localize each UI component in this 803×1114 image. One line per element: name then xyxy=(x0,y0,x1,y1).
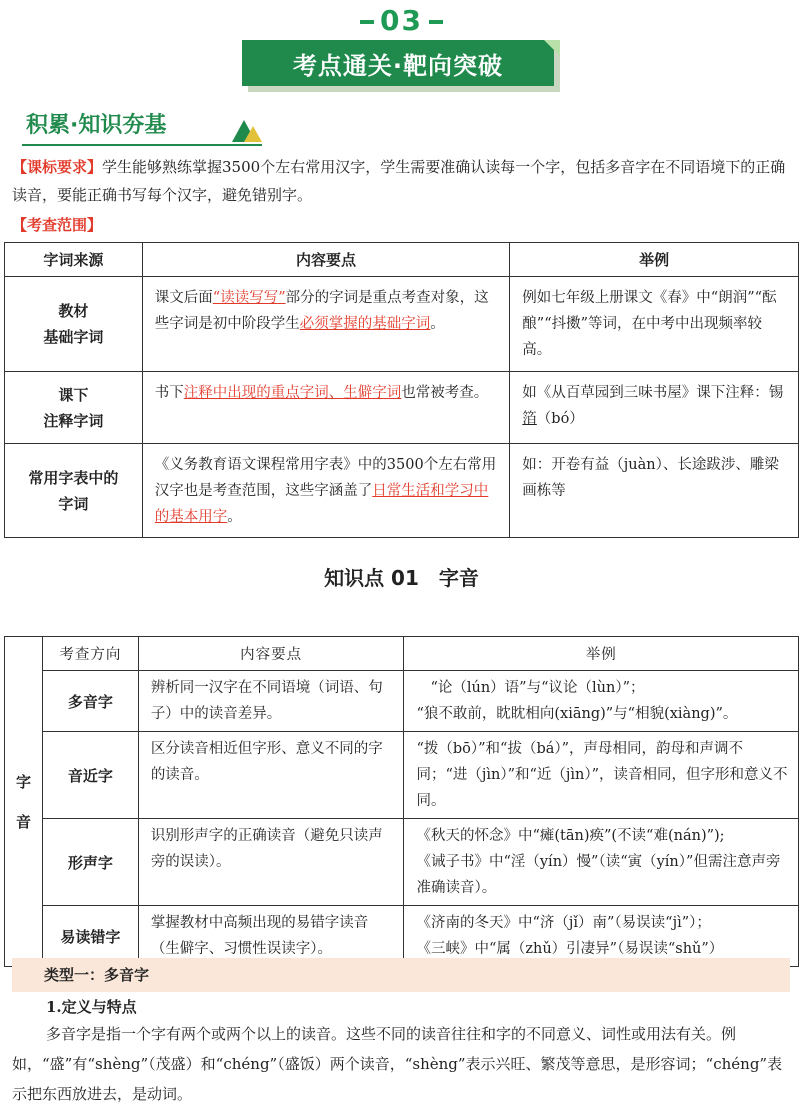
source-line: 常用字表中的 xyxy=(28,468,119,487)
mountain-small-icon xyxy=(244,126,262,142)
table-header-cell: 字词来源 xyxy=(5,243,143,277)
table-header-cell: 内容要点 xyxy=(138,637,404,671)
content-text: 。 xyxy=(430,316,445,332)
source-line: 教材 xyxy=(58,302,89,320)
content-text: 《义务教育语文课程常用字表》中的3500个左右常用汉字也是考查范围，这些字涵盖了 xyxy=(154,457,497,499)
example-cell: 例如七年级上册课文《春》中“朗润”“酝酿”“抖擞”等词，在中考中出现频率较高。 xyxy=(510,277,799,372)
sub-header xyxy=(22,108,262,144)
example-line: “狼不敢前，眈眈相向(xiāng)”与“相貌(xiàng)”。 xyxy=(416,706,738,722)
sub-header-title: 积累·知识夯基 xyxy=(26,113,167,138)
direction-cell: 形声字 xyxy=(42,819,138,906)
requirement-paragraph xyxy=(12,153,794,209)
content-cell xyxy=(142,277,510,372)
table-row xyxy=(5,372,799,444)
source-cell xyxy=(5,277,143,372)
table-header-cell: 举例 xyxy=(404,637,799,671)
table-header-cell: 考查方向 xyxy=(42,637,138,671)
knowledge-point-title: 知识点 01 字音 xyxy=(324,566,479,590)
scope-label: 【考查范围】 xyxy=(12,216,103,234)
content-text: 书下 xyxy=(154,385,184,401)
category-char: 字 xyxy=(15,772,31,791)
example-cell xyxy=(510,372,799,444)
table-row xyxy=(5,671,799,732)
section-number-text: 03 xyxy=(380,4,423,37)
example-line: 《三峡》中“属（zhǔ）引凄异”（易误读“shǔ”） xyxy=(416,941,724,957)
example-line: 《济南的冬天》中“济（jǐ）南”（易误读“jì”）； xyxy=(416,915,711,931)
category-char: 音 xyxy=(15,812,31,831)
example-line: “论（lún）语”与“议论（lùn）”； xyxy=(430,680,645,696)
dash-right-decoration xyxy=(429,20,443,24)
example-cell xyxy=(404,819,799,906)
source-line: 字词 xyxy=(58,494,89,513)
source-cell xyxy=(5,372,143,444)
example-line: 《诫子书》中“淫（yín）慢”（读“寅（yín）”但需注意声旁准确读音）。 xyxy=(416,854,781,896)
category-cell xyxy=(5,637,43,967)
table-row xyxy=(5,444,799,538)
dash-left-decoration xyxy=(360,20,374,24)
scope-table xyxy=(4,242,799,538)
sub-header-underline xyxy=(22,144,262,146)
table-header-cell: 举例 xyxy=(510,243,799,277)
direction-cell: 易读错字 xyxy=(42,906,138,967)
source-line: 课下 xyxy=(58,385,89,404)
pronunciation-table xyxy=(4,636,799,967)
definition-heading: 1.定义与特点 xyxy=(46,998,137,1016)
table-header-row xyxy=(5,243,799,277)
content-cell xyxy=(142,372,510,444)
table-header-cell: 内容要点 xyxy=(142,243,510,277)
content-cell: 识别形声字的正确读音（避免只读声旁的误读）。 xyxy=(138,819,404,906)
type-heading: 类型一：多音字 xyxy=(12,958,790,992)
source-line: 注释字词 xyxy=(43,411,104,430)
requirement-label: 【课标要求】 xyxy=(12,158,103,176)
content-cell xyxy=(142,444,510,538)
content-text: 也常被考查。 xyxy=(401,385,489,401)
section-banner xyxy=(242,40,560,92)
table-row xyxy=(5,277,799,372)
source-cell xyxy=(5,444,143,538)
scope-label-line xyxy=(12,211,794,239)
highlight-text: 注释中出现的重点字词、生僻字词 xyxy=(183,385,402,401)
example-line: 《秋天的怀念》中“瘫(tān)痪”(不读“难(nán)”); xyxy=(416,828,725,844)
section-number xyxy=(0,4,803,37)
example-text: （bó） xyxy=(536,411,584,427)
content-cell: 辨析同一汉字在不同语境（词语、句子）中的读音差异。 xyxy=(138,671,404,732)
highlight-text: 必须掌握的基础字词 xyxy=(299,316,431,332)
highlight-text: 日常生活和学习中的基本用字 xyxy=(154,483,489,525)
example-cell xyxy=(404,671,799,732)
definition-paragraph: 多音字是指一个字有两个或两个以上的读音。这些不同的读音往往和字的不同意义、词性或用法有关。例如，“盛”有“shèng”（茂盛）和“chéng”（盛饭）两个读音，“shèng”表示兴旺、繁茂等意思，是形容词；“chéng”表示把东西放进去，是动词。 xyxy=(12,1025,783,1103)
example-cell: “拨（bō）”和“拔（bá）”，声母相同，韵母和声调不同；“进（jìn）”和“近（jìn）”，读音相同，但字形和意义不同。 xyxy=(404,732,799,819)
banner-corner-decoration xyxy=(544,40,560,56)
underlined-char: 箔 xyxy=(522,411,537,427)
table-row xyxy=(5,732,799,819)
content-text: 。 xyxy=(227,509,242,525)
banner-title: 考点通关·靶向突破 xyxy=(242,40,554,86)
content-cell: 掌握教材中高频出现的易错字读音（生僻字、习惯性误读字）。 xyxy=(138,906,404,967)
direction-cell: 多音字 xyxy=(42,671,138,732)
example-cell: 如：开卷有益（juàn）、长途跋涉、雕梁画栋等 xyxy=(510,444,799,538)
highlight-text: “读读写写” xyxy=(212,290,286,306)
table-row xyxy=(5,819,799,906)
requirement-text: 学生能够熟练掌握3500个左右常用汉字，学生需要准确认读每一个字，包括多音字在不同语境下的正确读音，要能正确书写每个汉字，避免错别字。 xyxy=(12,158,786,204)
source-line: 基础字词 xyxy=(43,328,104,346)
content-text: 部分的字词是重点考查对象，这些字词是初中阶段学生 xyxy=(154,290,489,332)
content-text: 课文后面 xyxy=(154,290,213,306)
content-cell: 区分读音相近但字形、意义不同的字的读音。 xyxy=(138,732,404,819)
direction-cell: 音近字 xyxy=(42,732,138,819)
table-header-row xyxy=(5,637,799,671)
example-text: 如《从百草园到三味书屋》课下注释：锡 xyxy=(522,385,784,401)
